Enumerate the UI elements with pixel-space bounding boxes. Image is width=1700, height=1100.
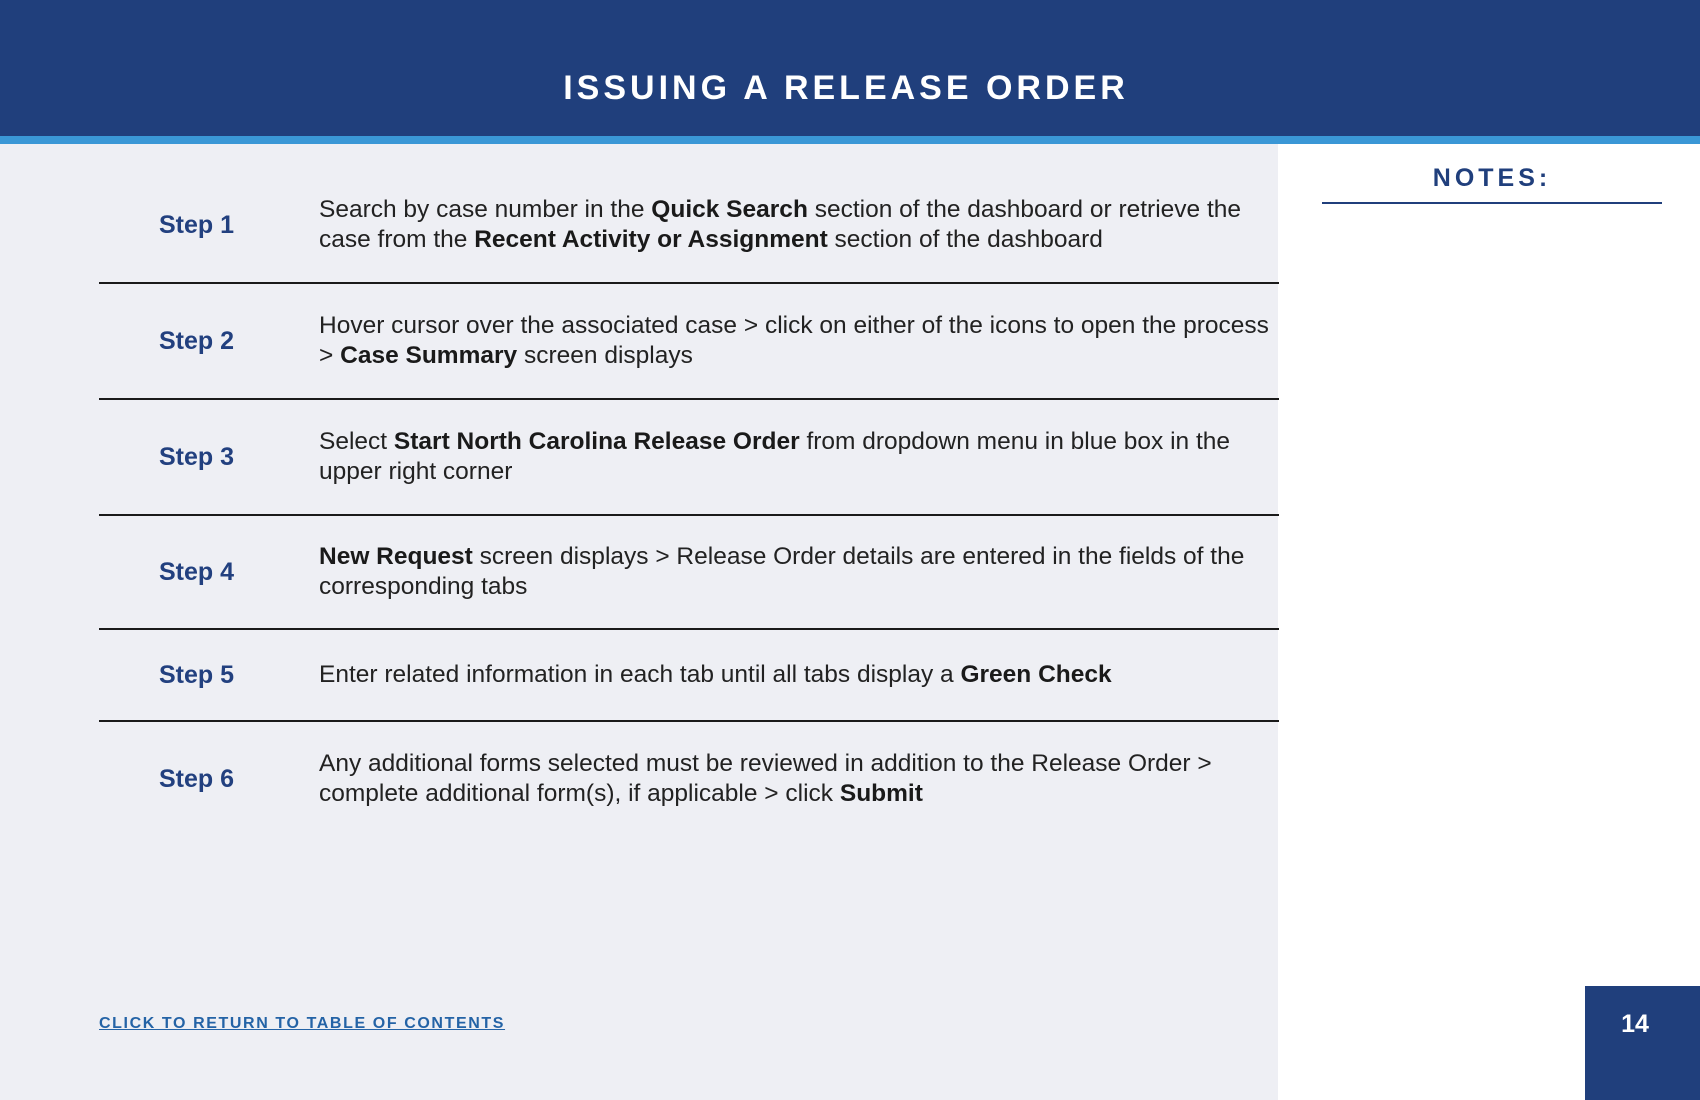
step-row bbox=[99, 284, 1279, 400]
step-description bbox=[319, 311, 1279, 371]
step-row bbox=[99, 722, 1279, 836]
step-label: Step 4 bbox=[159, 557, 235, 586]
page-title: ISSUING A RELEASE ORDER bbox=[563, 69, 1129, 107]
step-row bbox=[99, 516, 1279, 630]
step-label: Step 3 bbox=[159, 442, 235, 471]
step-emphasis: Submit bbox=[839, 780, 923, 807]
notes-title: NOTES: bbox=[1432, 164, 1552, 192]
page-number: 14 bbox=[1621, 1010, 1649, 1038]
step-text-run: Any additional forms selected must be reviewed in addition to the Release Order > complete additional form(s), if applicable > click bbox=[319, 750, 1212, 807]
step-emphasis: Case Summary bbox=[340, 342, 518, 369]
step-text-run: from dropdown menu in blue box in the upper right corner bbox=[319, 428, 1231, 485]
step-emphasis: Green Check bbox=[960, 661, 1112, 688]
step-emphasis: New Request bbox=[319, 543, 473, 570]
step-emphasis: Recent Activity or Assignment bbox=[474, 226, 828, 253]
step-description bbox=[319, 749, 1279, 809]
step-text-run: screen displays bbox=[517, 342, 693, 369]
return-to-toc-link[interactable]: CLICK TO RETURN TO TABLE OF CONTENTS bbox=[99, 1015, 506, 1032]
step-text-run: Hover cursor over the associated case > click on either of the icons to open the process > bbox=[319, 312, 1269, 369]
step-description bbox=[319, 660, 1279, 690]
step-text-run: screen displays > Release Order details are entered in the fields of the corresponding tabs bbox=[319, 543, 1245, 600]
step-row bbox=[99, 400, 1279, 516]
step-text-run: section of the dashboard or retrieve the case from the bbox=[319, 196, 1241, 253]
step-description bbox=[319, 427, 1279, 487]
step-row bbox=[99, 630, 1279, 722]
steps-list bbox=[99, 168, 1279, 836]
notes-divider bbox=[1322, 202, 1662, 204]
step-text-run: Enter related information in each tab until all tabs display a bbox=[319, 661, 961, 688]
step-label: Step 2 bbox=[159, 326, 235, 355]
step-emphasis: Start North Carolina Release Order bbox=[393, 428, 800, 455]
page-number-box bbox=[1585, 986, 1700, 1100]
step-description bbox=[319, 195, 1279, 255]
step-text-run: Search by case number in the bbox=[319, 196, 652, 223]
step-label: Step 1 bbox=[159, 210, 235, 239]
step-row bbox=[99, 168, 1279, 284]
step-emphasis: Quick Search bbox=[651, 196, 808, 223]
step-label: Step 6 bbox=[159, 764, 235, 793]
step-label: Step 5 bbox=[159, 660, 235, 689]
step-text-run: section of the dashboard bbox=[827, 226, 1103, 253]
step-description bbox=[319, 542, 1279, 602]
header-accent-stripe bbox=[0, 136, 1700, 144]
step-text-run: Select bbox=[319, 428, 394, 455]
